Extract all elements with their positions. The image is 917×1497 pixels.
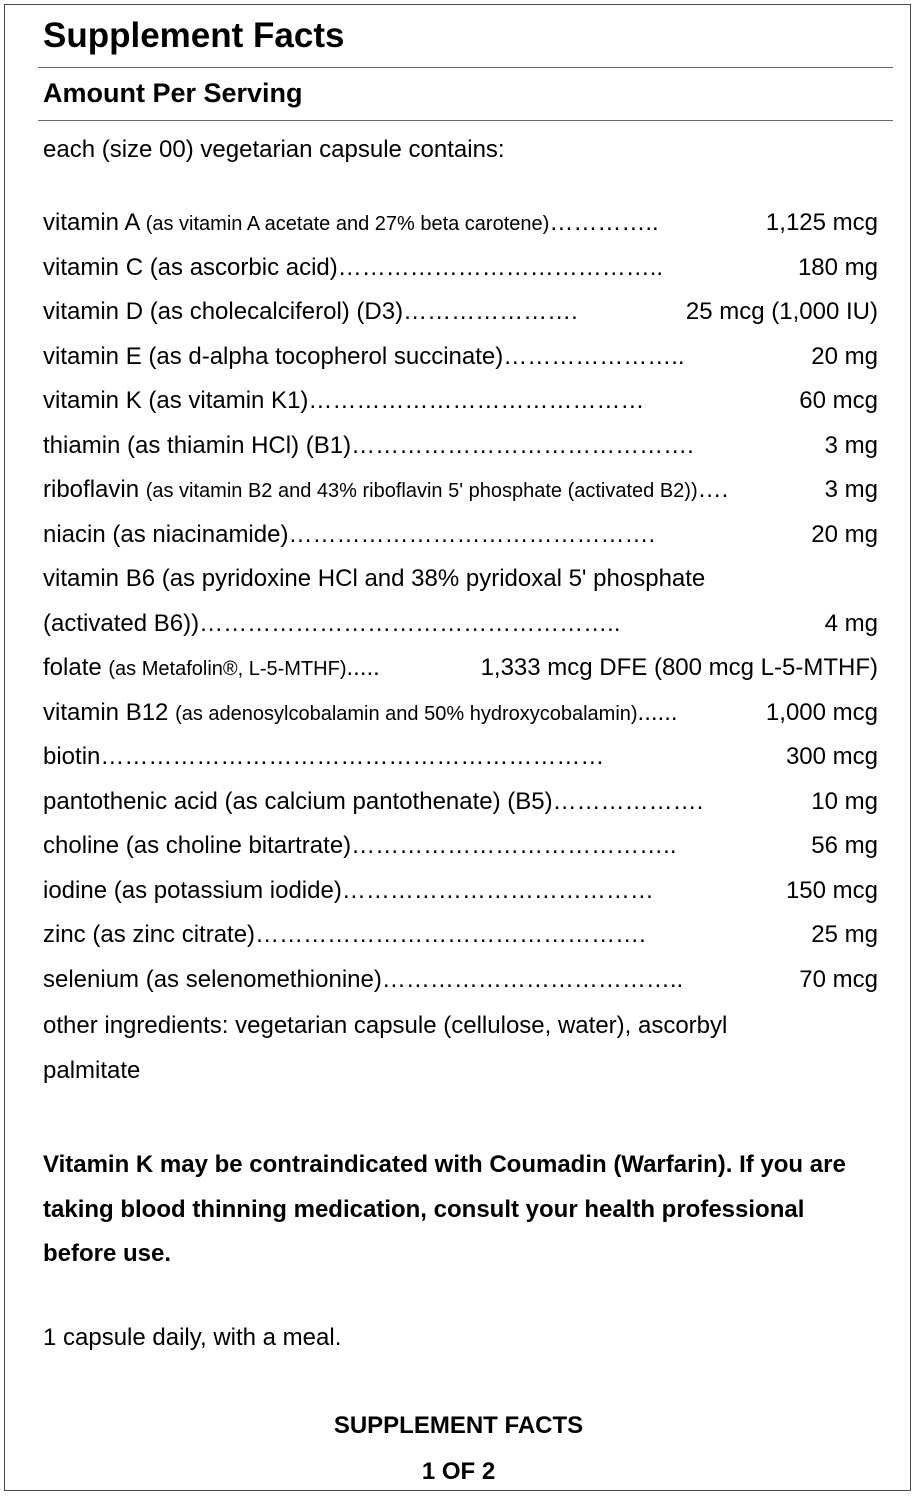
label-title: Supplement Facts [43, 16, 345, 55]
nutrient-row [43, 653, 878, 684]
nutrient-name: vitamin B6 (as pyridoxine HCl and 38% pyridoxal 5' phosphate [43, 565, 706, 592]
dot-leader: ………….. [549, 209, 659, 236]
dot-leader: ………………………………… [341, 876, 654, 904]
nutrient-source: (as adenosylcobalamin and 50% hydroxycobalamin) [175, 702, 638, 725]
dot-leader: ………………………………………. [288, 520, 656, 548]
nutrient-row [43, 609, 878, 639]
footer-page-indicator: 1 OF 2 [421, 1458, 496, 1485]
nutrient-amount: 1,333 mcg DFE (800 mcg L-5-MTHF) [480, 654, 878, 681]
nutrient-name: vitamin K (as vitamin K1) [43, 387, 309, 414]
dot-leader: …………………………………………. [255, 921, 646, 948]
nutrient-row [43, 208, 878, 239]
nutrient-amount: 56 mg [811, 832, 878, 859]
nutrient-name: thiamin (as thiamin HCl) (B1) [43, 431, 352, 459]
dot-leader: …. [697, 476, 729, 503]
nutrient-amount: 3 mg [824, 476, 878, 503]
nutrient-amount: 180 mg [797, 253, 878, 281]
nutrient-name: vitamin B12 [43, 698, 176, 726]
nutrient-row [43, 698, 878, 729]
nutrient-row [43, 787, 878, 817]
nutrient-amount: 1,000 mcg [765, 698, 878, 726]
nutrient-amount: 300 mcg [785, 743, 878, 770]
nutrient-amount: 10 mg [811, 787, 878, 815]
nutrient-name: niacin (as niacinamide) [43, 520, 289, 548]
dot-leader: ……………………………………. [351, 431, 694, 459]
nutrient-row [43, 742, 878, 772]
nutrient-row [43, 920, 878, 950]
nutrient-name: vitamin D (as cholecalciferol) (D3) [43, 298, 404, 325]
nutrient-name: biotin [43, 743, 101, 770]
dot-leader: ...... [637, 698, 678, 726]
nutrient-amount: 20 mg [811, 342, 878, 370]
other-ingredients-line-1: other ingredients: vegetarian capsule (cellulose, water), ascorbyl [43, 1012, 728, 1039]
nutrient-name: selenium (as selenomethionine) [43, 965, 382, 993]
other-ingredients-line-2: palmitate [43, 1057, 141, 1084]
title-divider [38, 67, 893, 68]
nutrient-row [43, 965, 878, 995]
serving-divider [38, 120, 893, 121]
nutrient-source: (as Metafolin®, L-5-MTHF) [108, 658, 347, 680]
nutrient-name: vitamin C (as ascorbic acid) [43, 253, 338, 281]
dot-leader: …………………………………………….. [199, 609, 621, 637]
nutrient-row [43, 297, 878, 327]
nutrient-amount: 4 mg [824, 609, 878, 637]
nutrient-amount: 150 mcg [785, 876, 878, 904]
nutrient-row [43, 475, 878, 506]
dot-leader: …………………. [403, 298, 578, 325]
nutrient-name: folate [43, 654, 109, 681]
nutrient-row [43, 253, 878, 283]
dot-leader: ………………………………….. [337, 253, 664, 281]
nutrient-row [43, 876, 878, 906]
nutrient-amount: 25 mcg (1,000 IU) [685, 298, 878, 325]
nutrient-source: (as vitamin A acetate and 27% beta carotene) [145, 213, 550, 235]
nutrient-amount: 20 mg [811, 520, 878, 548]
nutrient-name: choline (as choline bitartrate) [43, 832, 352, 859]
nutrient-row [43, 520, 878, 550]
nutrient-amount: 1,125 mcg [765, 209, 878, 236]
nutrient-name: iodine (as potassium iodide) [43, 876, 342, 904]
nutrient-name: vitamin E (as d-alpha tocopherol succinate) [43, 342, 504, 370]
nutrient-name: vitamin A [43, 209, 146, 236]
nutrient-row [43, 342, 878, 372]
nutrient-row [43, 564, 705, 594]
nutrient-name: pantothenic acid (as calcium pantothenate) (B5) [43, 787, 553, 815]
dot-leader: ..... [346, 654, 380, 681]
dot-leader: …………………………………… [308, 387, 645, 414]
nutrient-amount: 25 mg [811, 921, 878, 948]
nutrient-name: riboflavin [43, 476, 146, 503]
serving-heading: Amount Per Serving [43, 78, 303, 108]
dot-leader: ………………. [552, 787, 704, 815]
nutrient-row [43, 831, 878, 861]
nutrient-row [43, 431, 878, 461]
nutrient-amount: 70 mcg [799, 965, 878, 993]
nutrient-source: (as vitamin B2 and 43% riboflavin 5' phosphate (activated B2)) [145, 480, 698, 502]
nutrient-amount: 3 mg [824, 431, 878, 459]
nutrient-row [43, 386, 878, 416]
nutrient-name: (activated B6)) [43, 609, 200, 637]
directions-text: 1 capsule daily, with a meal. [43, 1324, 342, 1351]
dot-leader: ………………….. [503, 342, 685, 370]
serving-intro: each (size 00) vegetarian capsule contains: [43, 136, 505, 163]
nutrient-name: zinc (as zinc citrate) [43, 921, 256, 948]
warning-text: Vitamin K may be contraindicated with Coumadin (Warfarin). If you are taking blood thinning medication, consult your health professional before use. [43, 1151, 846, 1267]
dot-leader: ……………………………………………………… [100, 743, 605, 770]
dot-leader: ………………………………….. [351, 832, 677, 859]
nutrient-amount: 60 mcg [799, 387, 878, 414]
footer-title: SUPPLEMENT FACTS [333, 1412, 584, 1439]
dot-leader: ……………………………….. [381, 965, 684, 993]
